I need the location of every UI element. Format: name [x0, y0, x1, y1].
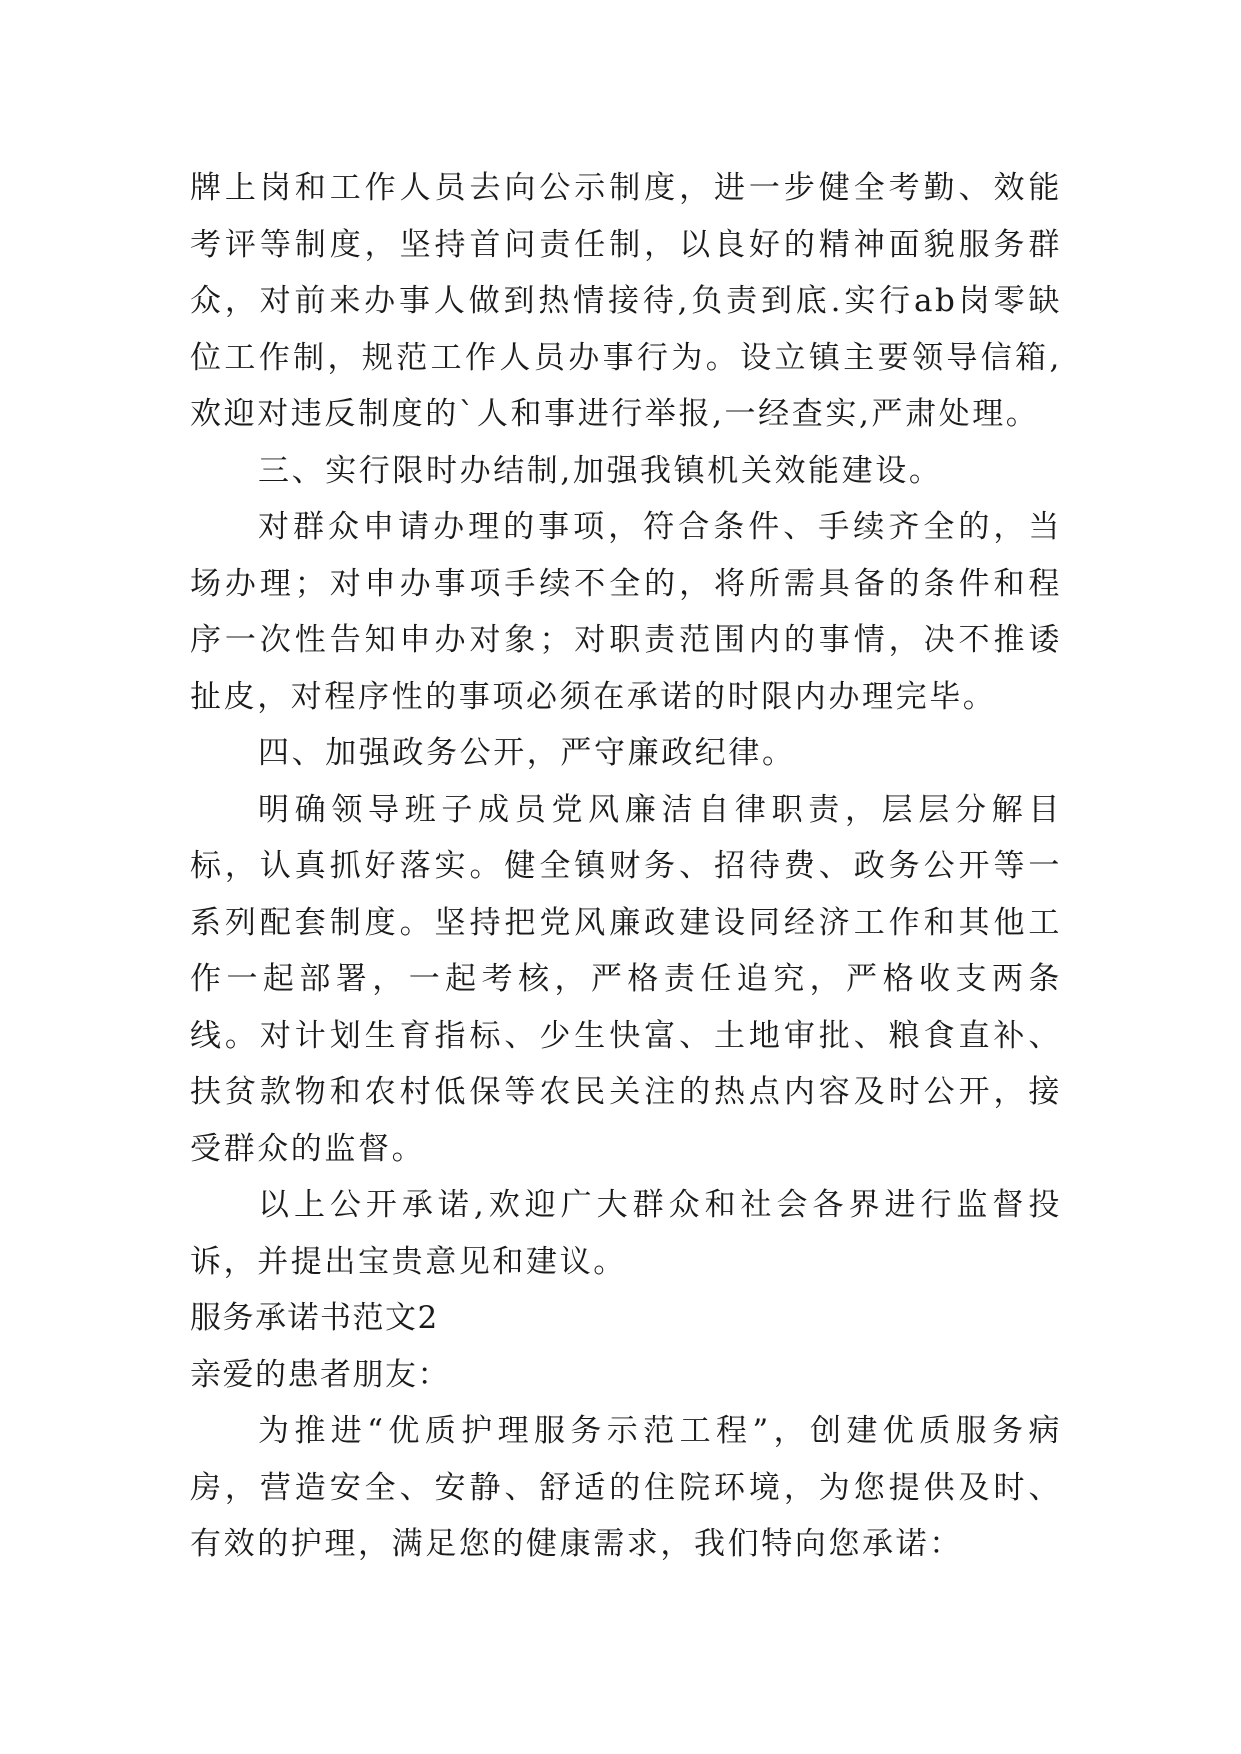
paragraph-continuation: 牌上岗和工作人员去向公示制度，进一步健全考勤、效能考评等制度，坚持首问责任制，以良好的精神面貌服务群众，对前来办事人做到热情接待,负责到底.实行ab岗零缺位工作制，规范工作人员办事行为。设立镇主要领导信箱,欢迎对违反制度的`人和事进行举报,一经查实,严肃处理。 [190, 170, 1062, 432]
paragraph-time-limit: 对群众申请办理的事项，符合条件、手续齐全的，当场办理；对申办事项手续不全的，将所需具备的条件和程序一次性告知申办对象；对职责范围内的事情，决不推诿扯皮，对程序性的事项必须在承诺的时限内办理完毕。 [190, 509, 1062, 715]
section-heading-three: 三、实行限时办结制,加强我镇机关效能建设。 [258, 452, 943, 489]
section-heading-four: 四、加强政务公开，严守廉政纪律。 [258, 735, 796, 771]
document-body [190, 160, 1062, 1573]
salutation: 亲爱的患者朋友： [190, 1356, 450, 1393]
sample-title: 服务承诺书范文2 [190, 1300, 439, 1336]
paragraph-integrity: 明确领导班子成员党风廉洁自律职责，层层分解目标，认真抓好落实。健全镇财务、招待费、政务公开等一系列配套制度。坚持把党风廉政建设同经济工作和其他工作一起部署，一起考核，严格责任追究，严格收支两条线。对计划生育指标、少生快富、土地审批、粮食直补、扶贫款物和农村低保等农民关注的热点内容及时公开，接受群众的监督。 [190, 791, 1062, 1167]
paragraph-commitment: 以上公开承诺,欢迎广大群众和社会各界进行监督投诉，并提出宝贵意见和建议。 [190, 1187, 1062, 1280]
paragraph-nursing-promise: 为推进“优质护理服务示范工程”，创建优质服务病房，营造安全、安静、舒适的住院环境，为您提供及时、有效的护理，满足您的健康需求，我们特向您承诺： [190, 1413, 1062, 1562]
